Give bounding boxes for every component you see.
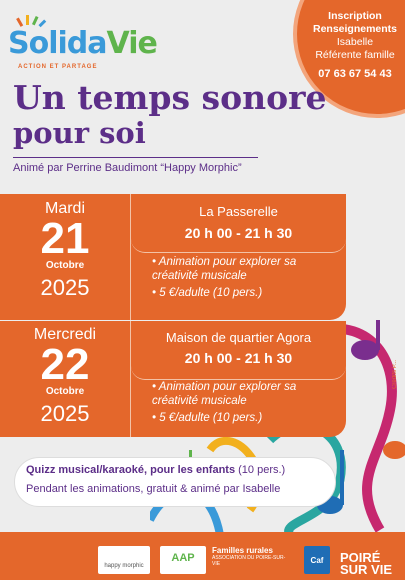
- solidavie-logo: [8, 20, 157, 70]
- event-1-time: 20 h 00 - 21 h 30: [184, 225, 293, 241]
- event-2-date: [0, 326, 130, 427]
- event-1-daynum: 21: [40, 214, 90, 263]
- partner-logo-caf: Caf: [304, 546, 330, 574]
- event-1-month: Octobre: [45, 260, 85, 271]
- contact-info: [300, 10, 405, 81]
- title-divider: [13, 157, 258, 158]
- photo-credit: Crédits P...: [392, 360, 398, 389]
- partner-logo-poiresurvie: POIRÉ SUR VIE: [340, 550, 393, 577]
- animator-credit: Animé par Perrine Baudimont “Happy Morphic”: [13, 162, 242, 174]
- event-1-day: Mardi: [44, 200, 85, 217]
- event-2-bullet-activity: • Animation pour explorer sa créativité musicale: [152, 381, 297, 407]
- page-title-line1: Un temps sonore: [13, 78, 327, 117]
- quiz-title: Quizz musical/karaoké, pour les enfants (10 pers.): [26, 464, 286, 476]
- logo-wordmark: SolidaVie: [8, 26, 157, 61]
- contact-renseignements: Renseignements: [312, 23, 398, 35]
- event-2-place: Maison de quartier Agora: [165, 330, 312, 345]
- event-1-bullet-activity: • Animation pour explorer sa créativité musicale: [152, 256, 297, 282]
- partner-logo-aap: AAP: [160, 546, 206, 574]
- event-2-time: 20 h 00 - 21 h 30: [184, 350, 293, 366]
- event-1-header: [131, 194, 346, 253]
- event-1-details: [152, 255, 342, 303]
- event-2-year: 2025: [40, 401, 90, 426]
- event-2-daynum: 22: [40, 340, 90, 389]
- contact-phone[interactable]: 07 63 67 54 43: [318, 68, 392, 80]
- logo-tagline: ACTION ET PARTAGE: [18, 64, 98, 70]
- contact-role: Référente famille: [315, 49, 395, 61]
- event-2-bullet-price: • 5 €/adulte (10 pers.): [152, 412, 263, 424]
- event-1-place: La Passerelle: [199, 204, 278, 219]
- contact-name: Isabelle: [336, 36, 374, 48]
- event-1-bullet-price: • 5 €/adulte (10 pers.): [152, 287, 263, 299]
- page-title-line2: pour soi: [13, 116, 146, 150]
- quiz-subtitle: Pendant les animations, gratuit & animé par Isabelle: [26, 483, 281, 495]
- partner-logo-happymorphic: happy morphic: [98, 546, 150, 574]
- event-1-date: [0, 200, 130, 301]
- partner-logo-famillesrurales: Familles rurales ASSOCIATION DU POIRE-SUR-VIE: [212, 546, 286, 567]
- event-2-month: Octobre: [45, 386, 85, 397]
- event-1-year: 2025: [40, 275, 90, 300]
- contact-inscription: Inscription: [328, 10, 382, 22]
- event-2-day: Mercredi: [33, 326, 97, 343]
- event-2-details: [152, 380, 342, 428]
